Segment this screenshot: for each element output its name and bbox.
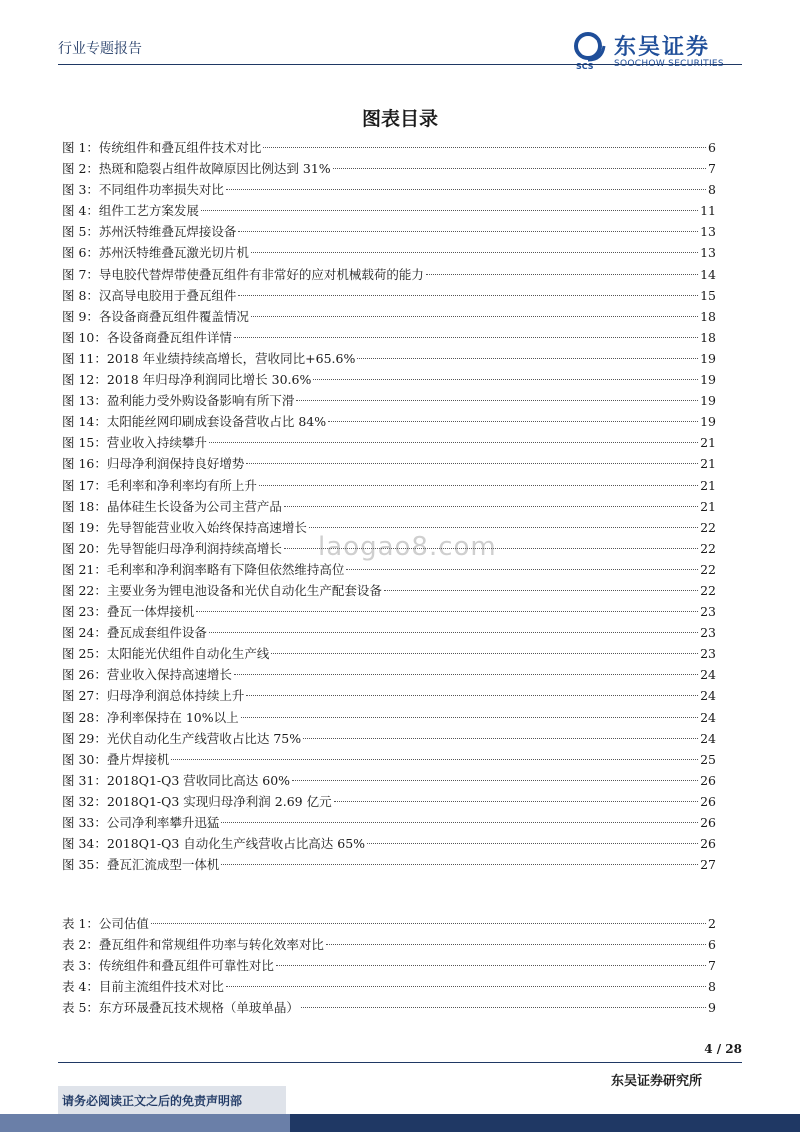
dot-leader <box>367 843 698 844</box>
dot-leader <box>263 147 706 148</box>
figure-entry[interactable] <box>62 242 716 263</box>
figure-entry-label: 图 15：营业收入持续攀升 <box>62 435 207 451</box>
figure-entry[interactable] <box>62 707 716 728</box>
dot-leader <box>251 316 698 317</box>
table-entry[interactable] <box>62 955 716 976</box>
figure-entry-label: 图 35：叠瓦汇流成型一体机 <box>62 857 220 873</box>
figure-entry-page: 24 <box>700 709 716 725</box>
figure-entry-label: 图 21：毛利率和净利润率略有下降但依然维持高位 <box>62 561 345 577</box>
figure-entry-page: 26 <box>700 772 716 788</box>
dot-leader <box>238 295 698 296</box>
figure-entry-page: 8 <box>708 182 716 198</box>
table-entry[interactable] <box>62 976 716 997</box>
figure-entry[interactable] <box>62 221 716 242</box>
table-entry-page: 8 <box>708 979 716 995</box>
figure-entry-label: 图 5：苏州沃特维叠瓦焊接设备 <box>62 224 237 240</box>
figure-entry[interactable] <box>62 200 716 221</box>
table-entry-label: 表 4：目前主流组件技术对比 <box>62 979 224 995</box>
figure-entry[interactable] <box>62 306 716 327</box>
logo-abbreviation: SCS <box>576 62 594 71</box>
figure-entry[interactable] <box>62 538 716 559</box>
figure-entry-page: 22 <box>700 519 716 535</box>
figure-entry-label: 图 31：2018Q1-Q3 营收同比高达 60% <box>62 772 291 788</box>
logo-chinese-name: 东吴证券 <box>614 35 711 60</box>
figure-entry-page: 13 <box>700 245 716 261</box>
dot-leader <box>234 337 698 338</box>
page-title: 图表目录 <box>361 108 438 130</box>
figure-entry-page: 24 <box>700 667 716 683</box>
figure-entry[interactable] <box>62 390 716 411</box>
figure-entry-page: 27 <box>700 857 716 873</box>
logo-english-name: SOOCHOW SECURITIES <box>614 59 724 69</box>
figure-entry-label: 图 19：先导智能营业收入始终保持高速增长 <box>62 519 307 535</box>
dot-leader <box>328 421 698 422</box>
figure-entry[interactable] <box>62 728 716 749</box>
figure-entry[interactable] <box>62 622 716 643</box>
figure-entry[interactable] <box>62 854 716 875</box>
figure-entry-page: 15 <box>700 287 716 303</box>
figure-entry-page: 6 <box>708 140 716 155</box>
table-entry-page: 9 <box>708 1000 716 1016</box>
figure-entry[interactable] <box>62 453 716 474</box>
figure-entry-page: 19 <box>700 372 716 388</box>
figure-entry-page: 19 <box>700 350 716 366</box>
figure-entry-page: 14 <box>700 266 716 282</box>
dot-leader <box>241 717 698 718</box>
dot-leader <box>151 923 706 924</box>
figure-entry-page: 21 <box>700 498 716 514</box>
dot-leader <box>221 864 698 865</box>
dot-leader <box>259 485 698 486</box>
figure-list <box>62 137 716 875</box>
figure-entry[interactable] <box>62 496 716 517</box>
figure-entry-label: 图 14：太阳能丝网印刷成套设备营收占比 84% <box>62 414 327 430</box>
dot-leader <box>201 210 698 211</box>
table-entry-page: 7 <box>708 958 716 974</box>
figure-entry-label: 图 16：归母净利润保持良好增势 <box>62 456 245 472</box>
figure-entry[interactable] <box>62 348 716 369</box>
dot-leader <box>284 548 698 549</box>
figure-entry[interactable] <box>62 749 716 770</box>
figure-entry-label: 图 33：公司净利率攀升迅猛 <box>62 815 220 830</box>
figure-entry[interactable] <box>62 791 716 812</box>
figure-entry-label: 图 11：2018 年业绩持续高增长，营收同比+65.6% <box>62 350 356 366</box>
figure-entry[interactable] <box>62 770 716 791</box>
figure-entry-page: 7 <box>708 161 716 177</box>
figure-entry-page: 24 <box>700 688 716 704</box>
figure-entry[interactable] <box>62 179 716 200</box>
dot-leader <box>309 527 698 528</box>
figure-entry-label: 图 29：光伏自动化生产线营收占比达 75% <box>62 730 302 746</box>
dot-leader <box>333 168 706 169</box>
disclaimer-note: 请务必阅读正文之后的免责声明部 <box>62 1094 243 1108</box>
figure-entry-label: 图 30：叠片焊接机 <box>62 751 170 767</box>
figure-entry[interactable] <box>62 812 716 833</box>
figure-entry-page: 18 <box>700 308 716 324</box>
figure-entry-label: 图 22：主要业务为锂电池设备和光伏自动化生产配套设备 <box>62 582 382 598</box>
figure-entry-page: 26 <box>700 815 716 830</box>
figure-entry-page: 23 <box>700 604 716 620</box>
dot-leader <box>426 274 698 275</box>
figure-entry-label: 图 24：叠瓦成套组件设备 <box>62 625 207 641</box>
figure-entry-page: 11 <box>700 203 716 219</box>
figure-entry-label: 图 9：各设备商叠瓦组件覆盖情况 <box>62 308 249 324</box>
table-entry-page: 2 <box>708 916 716 931</box>
figure-entry-label: 图 7：导电胶代替焊带使叠瓦组件有非常好的应对机械载荷的能力 <box>62 266 424 282</box>
table-list <box>62 913 716 1018</box>
figure-entry-label: 图 10：各设备商叠瓦组件详情 <box>62 329 232 345</box>
dot-leader <box>292 780 698 781</box>
figure-entry-page: 21 <box>700 477 716 493</box>
dot-leader <box>171 759 698 760</box>
table-entry-label: 表 2：叠瓦组件和常规组件功率与转化效率对比 <box>62 937 324 953</box>
page-number: 4 / 28 <box>704 1042 742 1056</box>
figure-entry[interactable] <box>62 285 716 306</box>
report-type-label: 行业专题报告 <box>58 41 142 57</box>
figure-entry-page: 25 <box>700 751 716 767</box>
dot-leader <box>226 986 706 987</box>
table-entry-page: 6 <box>708 937 716 953</box>
watermark: laogao8.com <box>318 532 497 562</box>
figure-entry-page: 23 <box>700 625 716 641</box>
figure-entry[interactable] <box>62 580 716 601</box>
figure-entry-label: 图 32：2018Q1-Q3 实现归母净利润 2.69 亿元 <box>62 793 332 809</box>
dot-leader <box>296 400 698 401</box>
header-divider <box>58 64 742 65</box>
figure-entry-label: 图 17：毛利率和净利率均有所上升 <box>62 477 257 493</box>
dot-leader <box>246 695 698 696</box>
figure-entry[interactable] <box>62 369 716 390</box>
figure-entry[interactable] <box>62 517 716 538</box>
dot-leader <box>284 506 698 507</box>
footer-divider <box>58 1062 742 1063</box>
dot-leader <box>276 965 706 966</box>
dot-leader <box>234 674 698 675</box>
figure-entry-label: 图 18：晶体硅生长设备为公司主营产品 <box>62 498 282 514</box>
footer-organization: 东吴证券研究所 <box>610 1074 702 1089</box>
figure-entry[interactable] <box>62 158 716 179</box>
figure-entry[interactable] <box>62 664 716 685</box>
figure-entry[interactable] <box>62 264 716 285</box>
dot-leader <box>334 801 699 802</box>
dot-leader <box>251 252 698 253</box>
figure-entry[interactable] <box>62 833 716 854</box>
figure-entry-label: 图 4：组件工艺方案发展 <box>62 203 199 219</box>
dot-leader <box>271 653 698 654</box>
figure-entry-label: 图 28：净利率保持在 10%以上 <box>62 709 239 725</box>
figure-entry-label: 图 6：苏州沃特维叠瓦激光切片机 <box>62 245 249 261</box>
dot-leader <box>346 569 698 570</box>
figure-entry-page: 23 <box>700 646 716 662</box>
figure-entry-label: 图 1：传统组件和叠瓦组件技术对比 <box>62 140 262 155</box>
figure-entry[interactable] <box>62 559 716 580</box>
dot-leader <box>357 358 698 359</box>
dot-leader <box>313 379 698 380</box>
figure-entry-page: 19 <box>700 414 716 430</box>
dot-leader <box>238 231 698 232</box>
figure-entry-label: 图 12：2018 年归母净利润同比增长 30.6% <box>62 372 312 388</box>
figure-entry-page: 19 <box>700 393 716 409</box>
figure-entry[interactable] <box>62 327 716 348</box>
dot-leader <box>326 944 706 945</box>
table-entry[interactable] <box>62 913 716 934</box>
figure-entry-label: 图 13：盈利能力受外购设备影响有所下滑 <box>62 393 295 409</box>
figure-entry[interactable] <box>62 601 716 622</box>
dot-leader <box>384 590 698 591</box>
figure-entry-label: 图 27：归母净利润总体持续上升 <box>62 688 245 704</box>
figure-entry-page: 26 <box>700 793 716 809</box>
dot-leader <box>226 189 706 190</box>
figure-entry[interactable] <box>62 475 716 496</box>
dot-leader <box>301 1007 706 1008</box>
figure-entry-label: 图 8：汉高导电胶用于叠瓦组件 <box>62 287 237 303</box>
table-entry[interactable] <box>62 934 716 955</box>
figure-entry-page: 13 <box>700 224 716 240</box>
figure-entry-label: 图 34：2018Q1-Q3 自动化生产线营收占比高达 65% <box>62 836 366 852</box>
footer-bar-accent <box>0 1114 290 1132</box>
figure-entry-label: 图 2：热斑和隐裂占组件故障原因比例达到 31% <box>62 161 331 177</box>
dot-leader <box>209 442 698 443</box>
figure-entry-page: 24 <box>700 730 716 746</box>
figure-entry-page: 22 <box>700 561 716 577</box>
figure-entry-page: 21 <box>700 435 716 451</box>
figure-entry[interactable] <box>62 411 716 432</box>
figure-entry-label: 图 3：不同组件功率损失对比 <box>62 182 224 198</box>
brand-logo <box>574 32 744 76</box>
figure-entry[interactable] <box>62 137 716 158</box>
dot-leader <box>196 611 698 612</box>
figure-entry-page: 22 <box>700 540 716 556</box>
figure-entry[interactable] <box>62 685 716 706</box>
figure-entry-page: 26 <box>700 836 716 852</box>
figure-entry-page: 21 <box>700 456 716 472</box>
table-entry[interactable] <box>62 997 716 1018</box>
figure-entry-page: 22 <box>700 582 716 598</box>
figure-entry[interactable] <box>62 643 716 664</box>
figure-entry-label: 图 25：太阳能光伏组件自动化生产线 <box>62 646 270 662</box>
dot-leader <box>209 632 698 633</box>
figure-entry-label: 图 26：营业收入保持高速增长 <box>62 667 232 683</box>
table-entry-label: 表 5：东方环晟叠瓦技术规格（单玻单晶） <box>62 1000 299 1016</box>
dot-leader <box>303 738 698 739</box>
table-entry-label: 表 3：传统组件和叠瓦组件可靠性对比 <box>62 958 274 974</box>
dot-leader <box>246 463 698 464</box>
table-entry-label: 表 1：公司估值 <box>62 916 149 931</box>
figure-entry[interactable] <box>62 432 716 453</box>
dot-leader <box>221 822 698 823</box>
figure-entry-label: 图 20：先导智能归母净利润持续高增长 <box>62 540 282 556</box>
figure-entry-label: 图 23：叠瓦一体焊接机 <box>62 604 195 620</box>
figure-entry-page: 18 <box>700 329 716 345</box>
